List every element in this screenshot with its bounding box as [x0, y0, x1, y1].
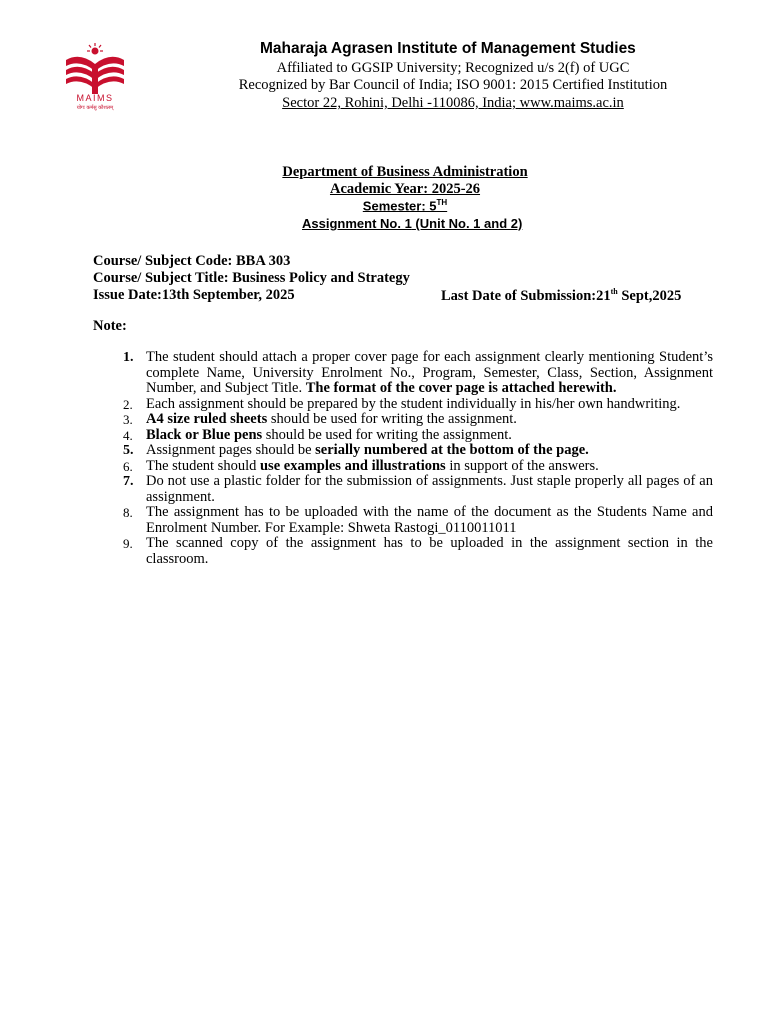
- item-text-after: should be used for writing the assignment.: [262, 426, 512, 443]
- list-item: [93, 412, 713, 428]
- item-text-after: should be used for writing the assignment.: [267, 411, 517, 427]
- list-item: [93, 474, 713, 505]
- item-bold: Black or Blue pens: [146, 426, 263, 443]
- item-text: Each assignment should be prepared by the student individually in his/her own handwriting.: [146, 395, 681, 412]
- item-bold: use examples and illustrations: [259, 457, 446, 474]
- issue-date: Issue Date:13th September, 2025: [93, 287, 295, 303]
- department-title: Department of Business Administration: [282, 164, 528, 180]
- institute-name: Maharaja Agrasen Institute of Management Studies: [260, 40, 636, 57]
- last-date-prefix: Last Date of Submission:21: [441, 287, 611, 304]
- list-item: [93, 350, 713, 397]
- affiliation-line: Affiliated to GGSIP University; Recognized u/s 2(f) of UGC: [276, 60, 630, 76]
- address-line: Sector 22, Rohini, Delhi -110086, India; www.maims.ac.in: [282, 95, 624, 111]
- recognition-line: Recognized by Bar Council of India; ISO 9001: 2015 Certified Institution: [238, 77, 668, 93]
- item-bold: A4 size ruled sheets: [146, 411, 268, 427]
- item-text: The student should: [146, 457, 260, 474]
- semester-text: Semester: 5: [362, 198, 437, 214]
- last-date-sup: th: [610, 287, 618, 296]
- item-number: 7.: [123, 474, 134, 489]
- item-text-after: in support of the answers.: [445, 457, 599, 474]
- last-date-suffix: Sept,2025: [617, 287, 682, 304]
- academic-year: Academic Year: 2025-26: [329, 181, 481, 197]
- assignment-title: [302, 216, 522, 231]
- item-bold: serially numbered at the bottom of the page.: [315, 442, 589, 458]
- notes-list: [93, 350, 713, 567]
- item-number: 3.: [123, 412, 133, 427]
- list-item: [93, 397, 713, 413]
- item-number: 1.: [123, 350, 134, 365]
- item-number: 5.: [123, 443, 134, 458]
- item-text: The scanned copy of the assignment has to be uploaded in the assignment section in the classroom.: [146, 535, 713, 567]
- item-number: 4.: [123, 427, 133, 443]
- item-number: 6.: [123, 458, 133, 474]
- logo-tagline: योगः कर्मसु कौशलम्: [76, 105, 114, 111]
- list-item: [93, 459, 713, 475]
- list-item: [93, 536, 713, 567]
- item-number: 2.: [123, 396, 133, 412]
- semester: [0, 198, 768, 213]
- course-title: Course/ Subject Title: Business Policy and Strategy: [93, 270, 410, 286]
- list-item: [93, 428, 713, 444]
- logo-text: MAIMS: [76, 93, 114, 103]
- item-number: 8.: [123, 505, 133, 520]
- item-number: 9.: [123, 536, 133, 551]
- item-text: Assignment pages should be: [146, 442, 316, 458]
- item-text: Do not use a plastic folder for the submission of assignments. Just staple properly all pages of an assignment.: [146, 473, 713, 505]
- item-text: The assignment has to be uploaded with the name of the document as the Students Name and Enrolment Number. For Example: Shweta Rastogi_0110011011: [146, 504, 713, 536]
- assignment-number: Assignment No. 1: [302, 216, 412, 231]
- semester-sup: TH: [436, 198, 448, 207]
- item-bold: The format of the cover page is attached herewith.: [305, 380, 617, 396]
- course-code: Course/ Subject Code: BBA 303: [93, 253, 291, 269]
- list-item: [93, 505, 713, 536]
- item-text: The student should attach a proper cover page for each assignment clearly mentioning Student’s complete Name, University Enrolment No., Program, Semester, Class, Section, Assignment Number, and Subject Title.: [146, 349, 713, 396]
- list-item: [93, 443, 713, 459]
- assignment-units: (Unit No. 1 and 2): [415, 216, 523, 231]
- last-date-submission: [441, 287, 681, 305]
- note-label: Note:: [93, 318, 127, 334]
